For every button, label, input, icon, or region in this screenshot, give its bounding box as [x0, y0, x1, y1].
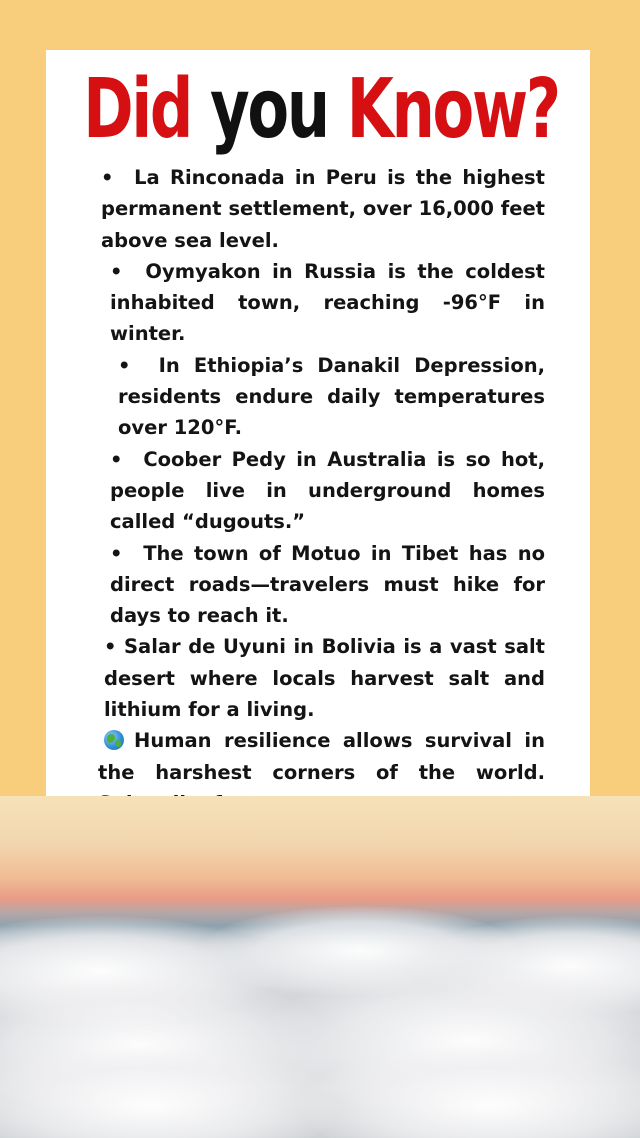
fact-text: Salar de Uyuni in Bolivia is a vast salt desert where locals harvest salt and lithium for a living. [104, 635, 545, 722]
fact-text: In Ethiopia’s Danakil Depression, residents endure daily temperatures over 120°F. [118, 353, 546, 440]
title-word-you: you [210, 62, 328, 157]
bullet-icon: • [110, 541, 123, 565]
list-item [98, 256, 545, 350]
fact-text: The town of Motuo in Tibet has no direct roads—travelers must hike for days to reach it. [110, 541, 545, 628]
fact-text: Coober Pedy in Australia is so hot, people live in underground homes called “dugouts.” [110, 447, 545, 534]
list-item [98, 538, 545, 632]
fact-text: Oymyakon in Russia is the coldest inhabited town, reaching -96°F in winter. [110, 259, 545, 346]
list-item [98, 350, 545, 444]
fact-text: La Rinconada in Peru is the highest permanent settlement, over 16,000 feet above sea level. [101, 166, 545, 252]
globe-icon [104, 730, 124, 750]
bullet-icon: • [104, 635, 117, 659]
list-item [98, 444, 545, 538]
bullet-icon: • [101, 166, 114, 189]
cloud-sea-photo [0, 796, 640, 1138]
bullet-icon: • [110, 259, 123, 283]
page-title [83, 62, 557, 158]
bullet-icon: • [118, 353, 131, 377]
facts-list [98, 162, 545, 819]
list-item [98, 162, 545, 256]
title-word-did: Did [83, 62, 192, 157]
bullet-icon: • [110, 447, 123, 471]
title-word-know: Know? [346, 62, 559, 157]
list-item [98, 631, 545, 725]
closing-text: Human resilience allows survival in the harshest corners of the world. [98, 729, 545, 784]
